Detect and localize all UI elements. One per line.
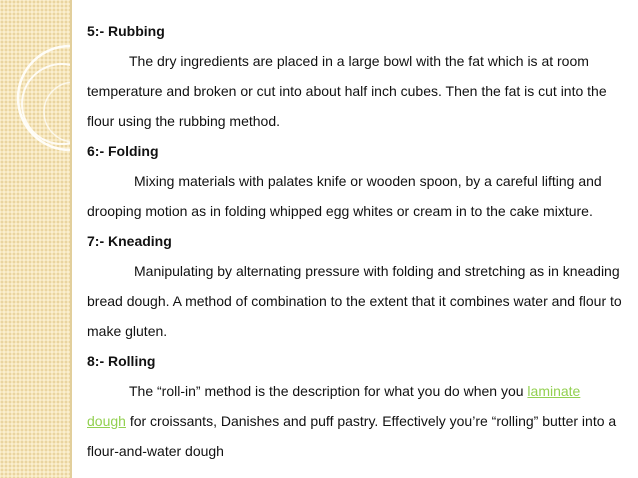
- decorative-circles: [0, 0, 70, 478]
- section-heading: 8:- Rolling: [87, 353, 156, 369]
- laminate-dough-link[interactable]: laminate dough: [87, 383, 581, 429]
- section-rubbing: [87, 16, 622, 136]
- section-body: The dry ingredients are placed in a large bowl with the fat which is at room temperature and broken or cut into about half inch cubes. Then the fat is cut into the flour using the rubbing method.: [87, 53, 607, 129]
- section-heading: 5:- Rubbing: [87, 23, 165, 39]
- section-body: Manipulating by alternating pressure with folding and stretching as in kneading bread dough. A method of combination to the extent that it combines water and flour to make gluten.: [87, 263, 622, 339]
- sidebar-divider: [70, 0, 72, 478]
- section-heading: 7:- Kneading: [87, 233, 172, 249]
- section-body: The “roll-in” method is the description for what you do when you laminate dough for croissants, Danishes and puff pastry. Effectively you’re “rolling” butter into a flour-and-water dough: [87, 383, 617, 459]
- section-body: Mixing materials with palates knife or wooden spoon, by a careful lifting and drooping motion as in folding whipped egg whites or cream in to the cake mixture.: [87, 173, 602, 219]
- decorative-sidebar: [0, 0, 70, 478]
- section-kneading: [87, 226, 622, 346]
- document-body: [87, 16, 622, 466]
- section-heading: 6:- Folding: [87, 143, 159, 159]
- section-folding: [87, 136, 622, 226]
- section-rolling: [87, 346, 622, 466]
